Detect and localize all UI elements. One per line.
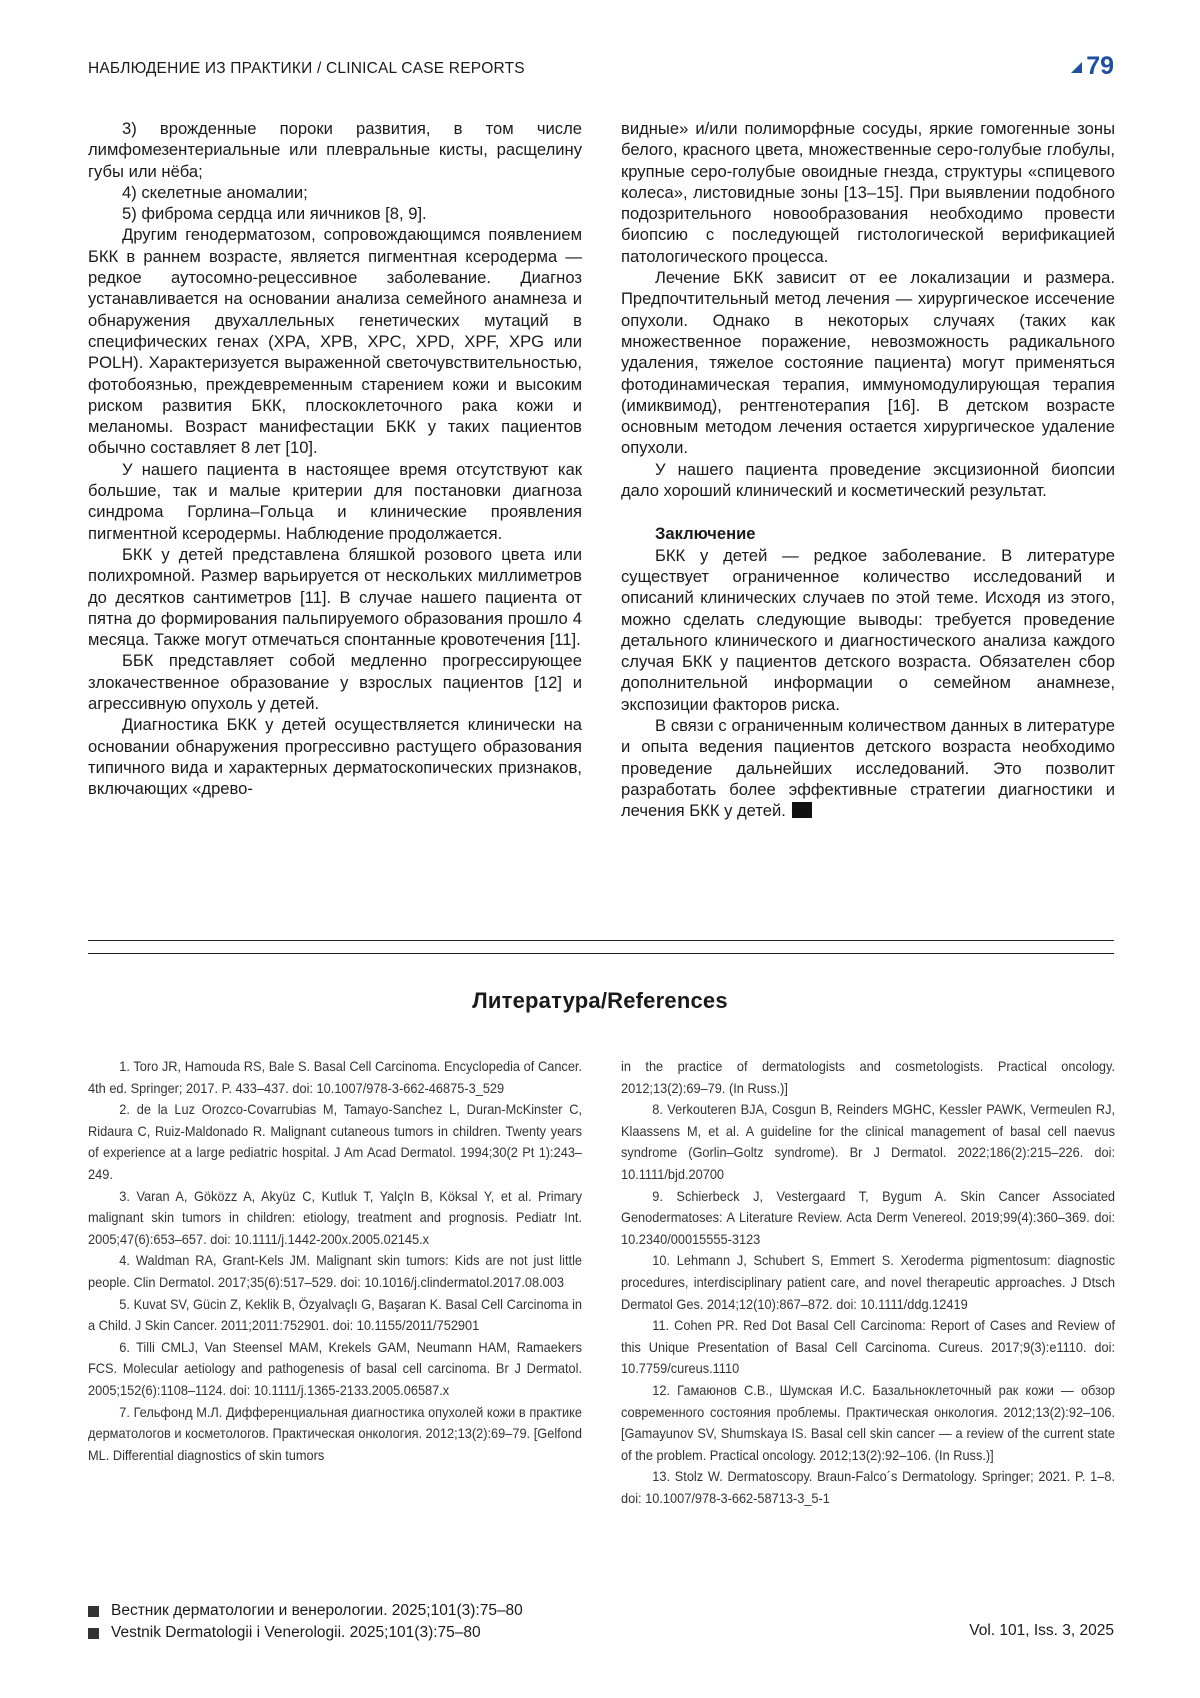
paragraph (621, 715, 1115, 821)
reference-item: 11. Cohen PR. Red Dot Basal Cell Carcinoma: Report of Cases and Review of this Unique Presentation of Basal Cell Carcinoma. Cureus. 2017;9(3):e1110. doi: 10.7759/cureus.1110 (621, 1317, 1116, 1377)
reference-item: 6. Tilli CMLJ, Van Steensel MAM, Krekels GAM, Neumann HAM, Ramaekers FCS. Molecular aetiology and pathogenesis of basal cell carcinoma. Br J Dermatol. 2005;152(6):1108–1124. doi: 10.1111/j.1365-2133.2005.06587.x (88, 1338, 583, 1398)
square-bullet-icon (88, 1628, 99, 1639)
paragraph: Лечение БКК зависит от ее локализации и размера. Предпочтительный метод лечения — хирургическое иссечение опухоли. Однако в некоторых случаях (таких как множественное поражение, невозможность радикального удаления, тяжелое состояние пациента) могут применяться фотодинамическая терапия, иммуномодулирующая терапия (имиквимод), рентгенотерапия [16]. В детском возрасте основным методом лечения остается хирургическое удаление опухоли. (621, 268, 1115, 458)
triangle-icon (1071, 62, 1082, 73)
reference-item: 1. Toro JR, Hamouda RS, Bale S. Basal Cell Carcinoma. Encyclopedia of Cancer. 4th ed. Springer; 2017. P. 433–437. doi: 10.1007/978-3-662-46875-3_529 (88, 1058, 583, 1096)
references-title: Литература/References (472, 988, 728, 1013)
paragraph: У нашего пациента в настоящее время отсутствуют как большие, так и малые критерии для постановки диагноза синдрома Горлина–Гольца и клинические проявления пигментной ксеродермы. Наблюдение продолжается. (88, 459, 582, 543)
paragraph: Диагностика БКК у детей осуществляется клинически на основании обнаружения прогрессивно растущего образования типичного вида и характерных дерматоскопических признаков, включающих «древо- (88, 715, 582, 799)
paragraph: видные» и/или полиморфные сосуды, яркие гомогенные зоны белого, красного цвета, множественные серо-голубые глобулы, крупные серо-голубые овоидные гнезда, структуры «спицевого колеса», листовидные зоны [13–15]. При выявлении подобного подозрительного новообразования необходимо провести биопсию с последующей гистологической верификацией патологического процесса. (621, 119, 1115, 266)
paragraph: БКК у детей представлена бляшкой розового цвета или полихромной. Размер варьируется от нескольких миллиметров до десятков сантиметров [11]. В случае нашего пациента от пятна до формирования пальпируемого образования прошло 4 месяца. Также могут отмечаться спонтанные кровотечения [11]. (88, 544, 582, 650)
reference-item: 4. Waldman RA, Grant-Kels JM. Malignant skin tumors: Kids are not just little people. Clin Dermatol. 2017;35(6):517–529. doi: 10.1016/j.clindermatol.2017.08.003 (88, 1252, 583, 1290)
divider (88, 953, 1114, 954)
paragraph: 5) фиброма сердца или яичников [8, 9]. (122, 204, 427, 224)
journal-citation-ru: Вестник дерматологии и венерологии. 2025;101(3):75–80 (111, 1602, 523, 1619)
left-body-column (88, 118, 582, 800)
paragraph: 4) скелетные аномалии; (122, 182, 308, 202)
reference-item: 13. Stolz W. Dermatoscopy. Braun-Falco´s Dermatology. Springer; 2021. P. 1–8. doi: 10.1007/978-3-662-58713-3_5-1 (621, 1468, 1116, 1506)
references-left-column (88, 1056, 582, 1466)
paragraph: ББК представляет собой медленно прогрессирующее злокачественное образование у взрослых пациентов [12] и агрессивную опухоль у детей. (88, 651, 582, 714)
paragraph-text: В связи с ограниченным количеством данных в литературе и опыта ведения пациентов детского возраста необходимо проведение дальнейших исследований. Это позволит разработать более эффективные стратегии диагностики и лечения БКК у детей. (621, 716, 1115, 821)
square-bullet-icon (88, 1606, 99, 1617)
reference-item: 8. Verkouteren BJA, Cosgun B, Reinders MGHC, Kessler PAWK, Vermeulen RJ, Klaassens M, et al. A guideline for the clinical management of basal cell naevus syndrome (Gorlin–Goltz syndrome). Br J Dermatol. 2022;186(2):215–226. doi: 10.1111/bjd.20700 (621, 1101, 1116, 1182)
reference-item: 9. Schierbeck J, Vestergaard T, Bygum A. Skin Cancer Associated Genodermatoses: A Literature Review. Acta Derm Venereol. 2019;99(4):360–369. doi: 10.2340/00015555-3123 (621, 1187, 1116, 1247)
paragraph: 3) врожденные пороки развития, в том числе лимфомезентериальные или плевральные кисты, расщелину губы или нёба; (88, 119, 582, 181)
reference-item: 12. Гамаюнов С.В., Шумская И.С. Базальноклеточный рак кожи — обзор современного состояния проблемы. Практическая онкология. 2012;13(2):92–106. [Gamayunov SV, Shumskaya IS. Basal cell skin cancer — a review of the current state of the problem. Practical oncology. 2012;13(2):92–106. (In Russ.)] (621, 1381, 1116, 1463)
paragraph: У нашего пациента проведение эксцизионной биопсии дало хороший клинический и косметический результат. (621, 459, 1115, 501)
page-number (1071, 52, 1114, 81)
reference-item: 10. Lehmann J, Schubert S, Emmert S. Xeroderma pigmentosum: diagnostic procedures, interdisciplinary patient care, and novel therapeutic approaches. J Dtsch Dermatol Ges. 2014;12(10):867–872. doi: 10.1111/ddg.12419 (621, 1252, 1116, 1312)
footer-citation (88, 1600, 523, 1644)
paragraph: БКК у детей — редкое заболевание. В литературе существует ограниченное количество исследований и описаний клинических случаев по этой теме. Исходя из этого, можно сделать следующие выводы: требуется проведение детального клинического и диагностического анализа каждого случая БКК у пациентов детского возраста. Обязателен сбор дополнительной информации о семейном анамнезе, экспозиции факторов риска. (621, 545, 1115, 714)
reference-item: 7. Гельфонд М.Л. Дифференциальная диагностика опухолей кожи в практике дерматологов и косметологов. Практическая онкология. 2012;13(2):69–79. [Gelfond ML. Differential diagnostics of skin tumors (88, 1403, 583, 1463)
reference-item: 2. de la Luz Orozco-Covarrubias M, Tamayo-Sanchez L, Duran-McKinster C, Ridaura C, Ruiz-Maldonado R. Malignant cutaneous tumors in children. Twenty years of experience at a large pediatric hospital. J Am Acad Dermatol. 1994;30(2 Pt 1):243–249. (88, 1101, 583, 1182)
page-number-text: 79 (1086, 52, 1114, 80)
references-right-column (621, 1056, 1115, 1509)
reference-item: 5. Kuvat SV, Gücin Z, Keklik B, Özyalvaçlı G, Başaran K. Basal Cell Carcinoma in a Child. J Skin Cancer. 2011;2011:752901. doi: 10.1155/2011/752901 (88, 1295, 583, 1334)
conclusion-heading: Заключение (655, 524, 756, 544)
right-body-column (621, 118, 1115, 822)
divider (88, 940, 1114, 941)
reference-item: 3. Varan A, Göközz A, Akyüz C, Kutluk T, YalçIn B, Köksal Y, et al. Primary malignant skin tumors in children: etiology, treatment and prognosis. Pediatr Int. 2005;47(6):653–657. doi: 10.1111/j.1442-200x.2005.02145.x (88, 1187, 583, 1247)
journal-citation-en: Vestnik Dermatologii i Venerologii. 2025;101(3):75–80 (111, 1624, 481, 1641)
end-of-article-icon (792, 802, 812, 818)
paragraph: Другим генодерматозом, сопровождающимся появлением БКК в раннем возрасте, является пигментная ксеродерма — редкое аутосомно-рецессивное заболевание. Диагноз устанавливается на основании анализа семейного анамнеза и обнаружения двухаллельных генетических мутаций в специфических генах (XPA, XPB, XPC, XPD, XPF, XPG или POLH). Характеризуется выраженной светочувствительностью, фотобоязнью, преждевременным старением кожи и высоким риском развития БКК, плоскоклеточного рака кожи и меланомы. Возраст манифестации БКК у таких пациентов обычно составляет 8 лет [10]. (88, 225, 582, 458)
volume-issue: Vol. 101, Iss. 3, 2025 (969, 1622, 1114, 1639)
reference-item: in the practice of dermatologists and cosmetologists. Practical oncology. 2012;13(2):69–79. (In Russ.)] (621, 1058, 1116, 1096)
running-head: НАБЛЮДЕНИЕ ИЗ ПРАКТИКИ / CLINICAL CASE REPORTS (88, 60, 525, 77)
